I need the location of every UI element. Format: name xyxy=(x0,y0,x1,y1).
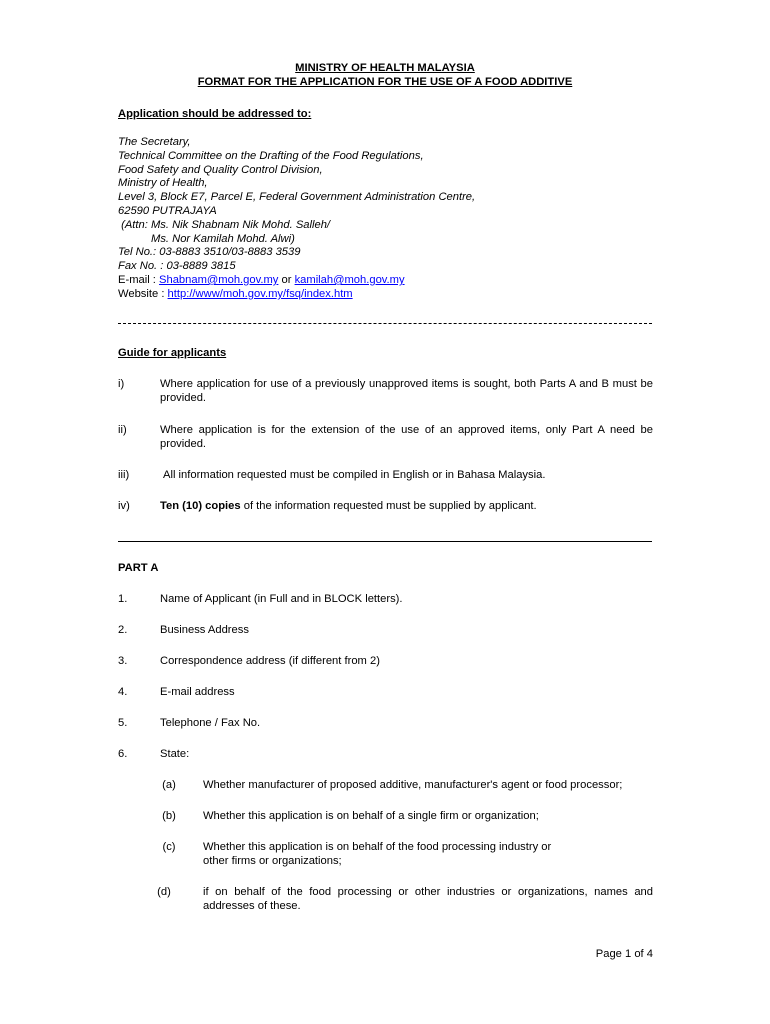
address-heading: Application should be addressed to: xyxy=(118,108,312,120)
email-link-shabnam[interactable]: Shabnam@moh.gov.my xyxy=(159,274,279,286)
website-link[interactable]: http://www/moh.gov.my/fsq/index.htm xyxy=(167,288,353,300)
guide-heading: Guide for applicants xyxy=(118,347,227,359)
part-a-heading: PART A xyxy=(118,562,159,574)
guide-item-number: iv) xyxy=(118,500,130,512)
address-line: Food Safety and Quality Control Division, xyxy=(118,163,323,176)
part-a-item-text: E-mail address xyxy=(160,686,235,698)
document-subtitle: FORMAT FOR THE APPLICATION FOR THE USE OF A FOOD ADDITIVE xyxy=(197,76,573,88)
address-line: The Secretary, xyxy=(118,136,191,148)
address-line: Fax No. : 03-8889 3815 xyxy=(118,260,236,273)
sub-item-text: if on behalf of the food processing or other industries or organizations, names and addresses of these. xyxy=(203,886,653,912)
copies-text: of the information requested must be supplied by applicant. xyxy=(240,500,537,512)
solid-divider xyxy=(118,541,652,542)
guide-item-number: ii) xyxy=(118,424,127,436)
email-label: E-mail : xyxy=(118,274,160,286)
sub-item-text: Whether manufacturer of proposed additive, manufacturer's agent or food processor; xyxy=(203,779,623,791)
guide-item-text: All information requested must be compiled in English or in Bahasa Malaysia. xyxy=(163,469,546,481)
guide-item-text xyxy=(160,500,537,514)
sub-item-label: (d) xyxy=(157,886,171,898)
guide-item-number: i) xyxy=(118,378,125,390)
sub-item-line: other firms or organizations; xyxy=(203,854,342,867)
email-or: or xyxy=(278,274,295,286)
sub-item-label: (a) xyxy=(162,779,176,791)
sub-item-line: Whether this application is on behalf of the food processing industry or xyxy=(203,841,552,853)
guide-item-number: iii) xyxy=(118,469,130,481)
part-a-item-text: Telephone / Fax No. xyxy=(160,717,261,729)
part-a-item-text: Name of Applicant (in Full and in BLOCK letters). xyxy=(160,593,403,605)
address-line: Technical Committee on the Drafting of the Food Regulations, xyxy=(118,149,424,162)
sub-item-text xyxy=(203,841,551,869)
sub-item-label: (c) xyxy=(162,841,176,853)
address-line: Ms. Nor Kamilah Mohd. Alwi) xyxy=(151,232,295,245)
part-a-item-text: Correspondence address (if different from 2) xyxy=(160,655,380,667)
email-link-kamilah[interactable]: kamilah@moh.gov.my xyxy=(294,274,405,286)
part-a-item-number: 5. xyxy=(118,717,128,729)
part-a-item-text: State: xyxy=(160,748,190,760)
address-line: 62590 PUTRAJAYA xyxy=(118,204,217,217)
address-line: (Attn: Ms. Nik Shabnam Nik Mohd. Salleh/ xyxy=(118,218,331,231)
guide-item-text: Where application for use of a previously unapproved items is sought, both Parts A and B must be provided. xyxy=(160,378,653,404)
part-a-item-number: 1. xyxy=(118,593,128,605)
sub-item-text: Whether this application is on behalf of a single firm or organization; xyxy=(203,810,539,822)
website-line xyxy=(118,288,353,302)
guide-item-text: Where application is for the extension of the use of an approved items, only Part A need be provided. xyxy=(160,424,653,450)
address-block xyxy=(118,136,475,274)
part-a-item-number: 3. xyxy=(118,655,128,667)
address-line: Level 3, Block E7, Parcel E, Federal Government Administration Centre, xyxy=(118,191,476,204)
address-line: Tel No.: 03-8883 3510/03-8883 3539 xyxy=(118,246,301,259)
sub-item-label: (b) xyxy=(162,810,176,822)
website-label: Website : xyxy=(118,288,168,300)
part-a-item-number: 4. xyxy=(118,686,128,698)
email-line xyxy=(118,274,405,288)
part-a-item-number: 6. xyxy=(118,748,128,760)
part-a-item-text: Business Address xyxy=(160,624,249,636)
page-number: Page 1 of 4 xyxy=(595,948,653,960)
part-a-item-number: 2. xyxy=(118,624,128,636)
document-title: MINISTRY OF HEALTH MALAYSIA xyxy=(295,62,475,74)
dashed-divider xyxy=(118,323,652,324)
address-line: Ministry of Health, xyxy=(118,177,208,190)
copies-emphasis: Ten (10) copies xyxy=(160,500,241,512)
